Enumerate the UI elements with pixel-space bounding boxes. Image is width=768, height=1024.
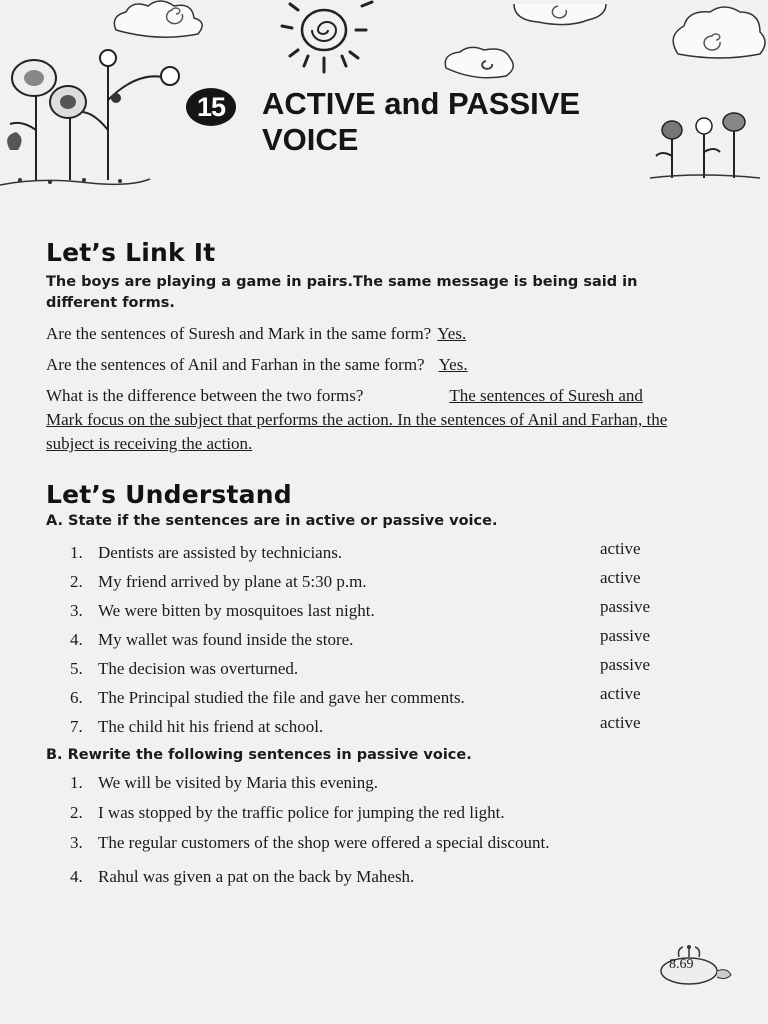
question-text: Are the sentences of Anil and Farhan in the same form? bbox=[46, 355, 425, 374]
sentence-text: I was stopped by the traffic police for jumping the red light. bbox=[98, 803, 505, 822]
section-b-instruction: B. Rewrite the following sentences in passive voice. bbox=[46, 747, 472, 763]
page-number-badge bbox=[655, 945, 737, 985]
answer-text: active bbox=[600, 713, 641, 732]
answer-text: active bbox=[600, 539, 641, 558]
section-a-list bbox=[70, 539, 651, 745]
sentence-text: The decision was overturned. bbox=[98, 659, 299, 678]
list-item: 2. I was stopped by the traffic police for jumping the red light. bbox=[70, 803, 505, 822]
answer-text: Yes. bbox=[437, 324, 467, 343]
answer-text: passive bbox=[600, 626, 651, 645]
sentence-text: We were bitten by mosquitoes last night. bbox=[98, 601, 375, 620]
list-item: 4. Rahul was given a pat on the back by Mahesh. bbox=[70, 867, 415, 886]
cloud-illustration bbox=[440, 46, 520, 82]
question-text: Are the sentences of Suresh and Mark in the same form? bbox=[46, 324, 432, 343]
sentence-text: My friend arrived by plane at 5:30 p.m. bbox=[98, 572, 367, 591]
page-number: 8.69 bbox=[669, 957, 694, 972]
sentence-text: We will be visited by Maria this evening. bbox=[98, 773, 379, 792]
sentence-text: The regular customers of the shop were offered a special discount. bbox=[98, 833, 550, 852]
list-item: 1. We will be visited by Maria this evening. bbox=[70, 773, 379, 792]
section-a-instruction: A. State if the sentences are in active or passive voice. bbox=[46, 513, 498, 529]
question-1 bbox=[46, 323, 686, 345]
section-heading-understand: Let’s Understand bbox=[46, 480, 292, 509]
sun-illustration bbox=[262, 0, 392, 80]
answer-text: passive bbox=[600, 597, 651, 616]
list-item: 5. The decision was overturned. passive bbox=[70, 655, 651, 678]
difference-question bbox=[46, 384, 670, 456]
answer-text: active bbox=[600, 568, 641, 587]
flowers-illustration bbox=[650, 112, 760, 182]
chapter-number-badge: 15 bbox=[186, 88, 236, 126]
answer-text: The sentences of Suresh and Mark focus on the subject that performs the action. In the sentences of Anil and Farhan, the subject is receiving the action. bbox=[46, 386, 668, 453]
answer-text: active bbox=[600, 684, 641, 703]
sentence-text: The Principal studied the file and gave her comments. bbox=[98, 688, 465, 707]
sentence-text: Dentists are assisted by technicians. bbox=[98, 543, 343, 562]
link-it-intro: The boys are playing a game in pairs.The same message is being said in different forms. bbox=[46, 274, 638, 311]
chapter-heading bbox=[186, 86, 642, 158]
sentence-text: Rahul was given a pat on the back by Mahesh. bbox=[98, 867, 415, 886]
list-item: 1. Dentists are assisted by technicians. active bbox=[70, 539, 641, 562]
sentence-text: The child hit his friend at school. bbox=[98, 717, 324, 736]
page-number-flower-icon bbox=[655, 945, 737, 985]
answer-text: Yes. bbox=[438, 355, 468, 374]
sentence-text: My wallet was found inside the store. bbox=[98, 630, 354, 649]
section-heading-link-it: Let’s Link It bbox=[46, 238, 216, 267]
list-item: 7. The child hit his friend at school. active bbox=[70, 713, 641, 736]
section-b-list bbox=[70, 772, 630, 888]
cloud-illustration bbox=[510, 0, 610, 28]
question-2 bbox=[46, 354, 686, 376]
flowers-illustration bbox=[0, 40, 190, 190]
chapter-title: ACTIVE and PASSIVE VOICE bbox=[262, 86, 581, 157]
list-item: 3. We were bitten by mosquitoes last night. passive bbox=[70, 597, 651, 620]
list-item: 2. My friend arrived by plane at 5:30 p.m. active bbox=[70, 568, 641, 591]
question-text: What is the difference between the two forms? bbox=[46, 386, 364, 405]
list-item: 3. The regular customers of the shop were offered a special discount. bbox=[70, 833, 550, 852]
list-item: 4. My wallet was found inside the store. passive bbox=[70, 626, 651, 649]
list-item: 6. The Principal studied the file and gave her comments. active bbox=[70, 684, 641, 707]
cloud-illustration bbox=[668, 6, 768, 66]
answer-text: passive bbox=[600, 655, 651, 674]
